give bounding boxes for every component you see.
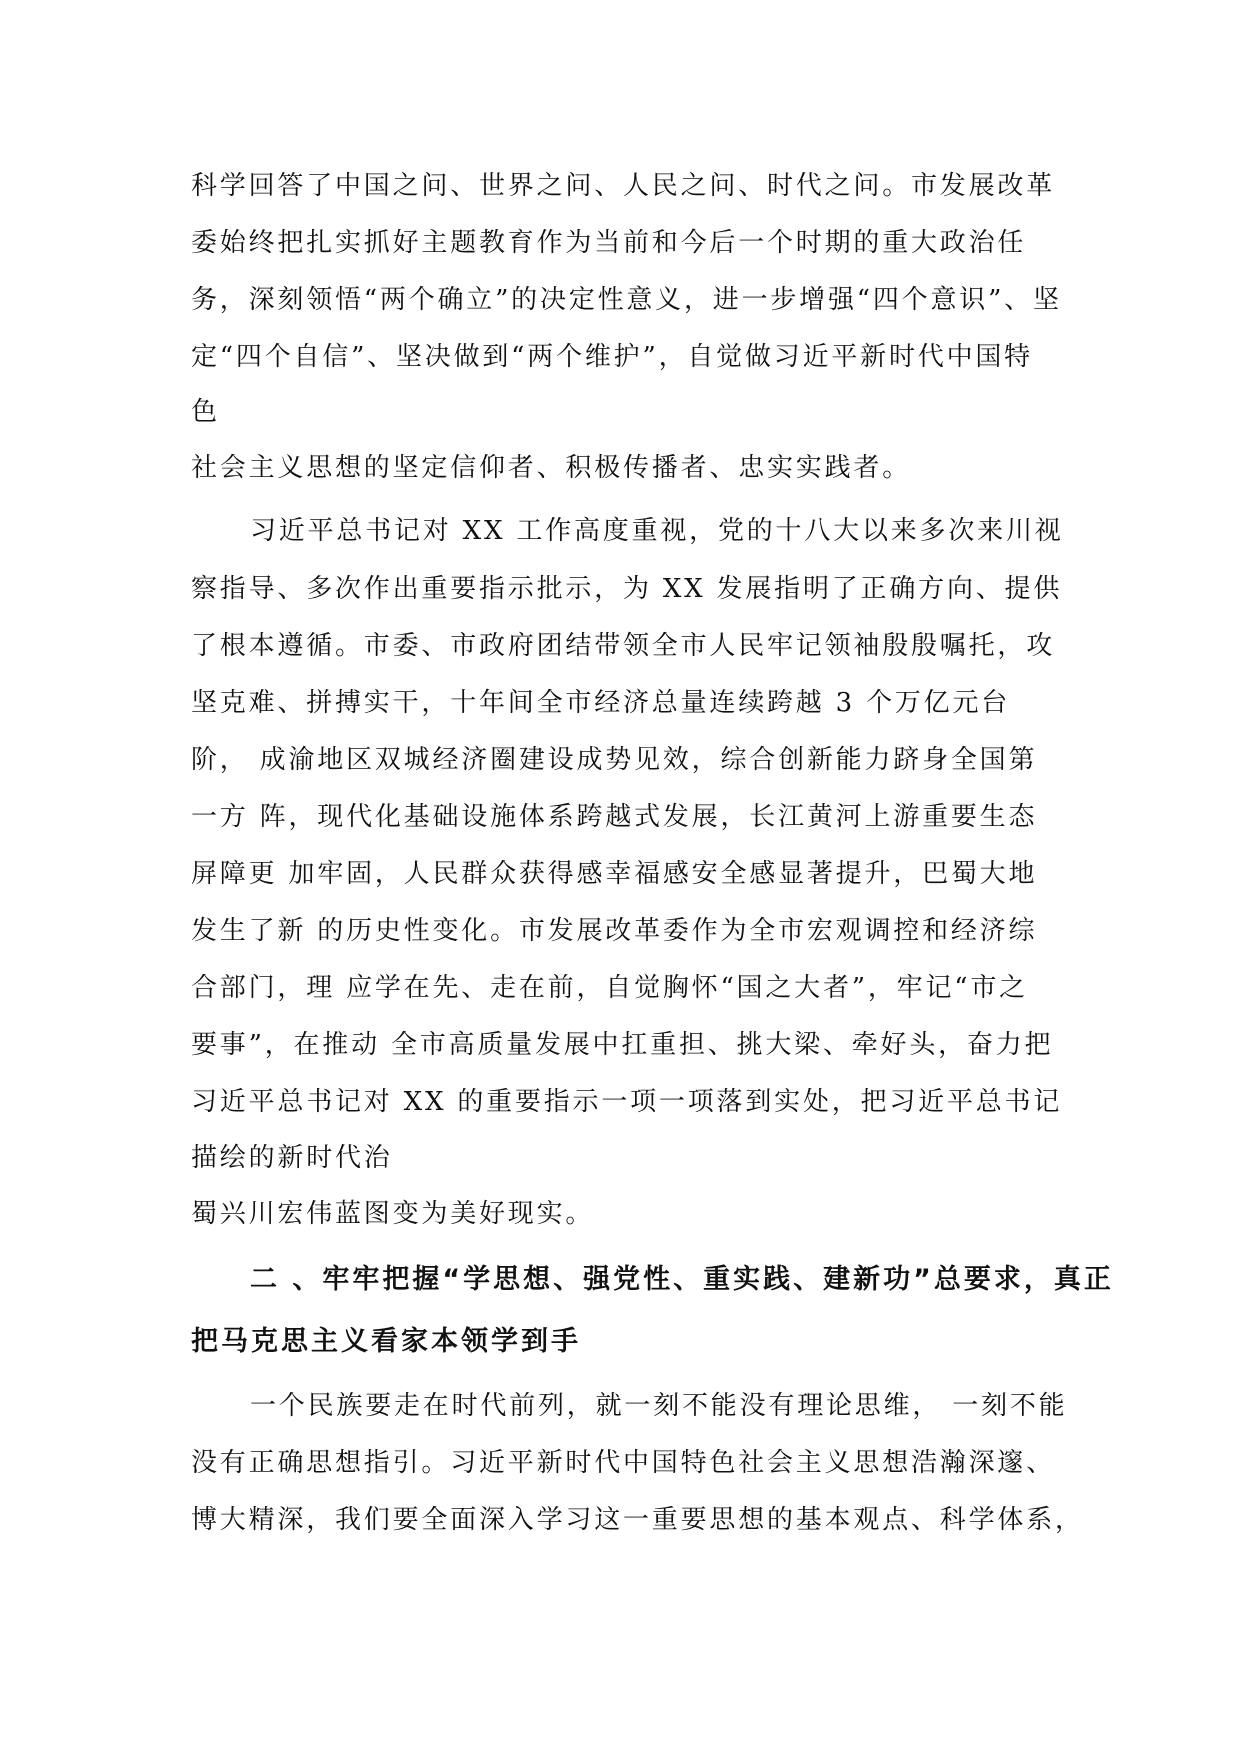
paragraph-2-line: 蜀兴川宏伟蓝图变为美好现实。 (191, 1199, 595, 1229)
paragraph-2-line: 了根本遵循。市委、市政府团结带领全市人民牢记领袖殷殷嘱托，攻 (191, 631, 1056, 661)
paragraph-2-line: 要事”，在推动 全市高质量发展中扛重担、挑大梁、牵好头，奋力把 (191, 1030, 1054, 1060)
paragraph-1-line: 务，深刻领悟“两个确立”的决定性意义，进一步增强“四个意识”、坚 (191, 285, 1062, 315)
paragraph-2-line: 察指导、多次作出重要指示批示，为 XX 发展指明了正确方向、提供 (191, 574, 1063, 604)
paragraph-2-line: 发生了新 的历史性变化。市发展改革委作为全市宏观调控和经济综 (191, 916, 1038, 946)
paragraph-3-line: 一个民族要走在时代前列，就一刻不能没有理论思维， 一刻不能 (250, 1391, 1068, 1421)
section-heading: 二 、牢牢把握“学思想、强党性、重实践、建新功”总要求，真正 (250, 1264, 1114, 1295)
paragraph-2-line: 合部门，理 应学在先、走在前，自觉胸怀“国之大者”，牢记“市之 (191, 973, 1028, 1003)
paragraph-1-line: 科学回答了中国之问、世界之问、人民之问、时代之问。市发展改革 (191, 171, 1056, 201)
paragraph-1-line: 色 (191, 397, 220, 427)
section-heading: 把马克思主义看家本领学到手 (191, 1326, 581, 1357)
paragraph-2-line: 描绘的新时代治 (191, 1143, 393, 1173)
paragraph-2-line: 坚克难、拼搏实干，十年间全市经济总量连续跨越 3 个万亿元台 (191, 688, 1011, 718)
paragraph-2-line: 屏障更 加牢固，人民群众获得感幸福感安全感显著提升，巴蜀大地 (191, 859, 1038, 889)
paragraph-3-line: 没有正确思想指引。习近平新时代中国特色社会主义思想浩瀚深邃、 (191, 1448, 1056, 1478)
paragraph-2-line: 习近平总书记对 XX 的重要指示一项一项落到实处，把习近平总书记 (191, 1087, 1063, 1117)
paragraph-2-line: 习近平总书记对 XX 工作高度重视，党的十八大以来多次来川视 (250, 516, 1064, 546)
paragraph-1-line: 社会主义思想的坚定信仰者、积极传播者、忠实实践者。 (191, 453, 912, 483)
paragraph-2-line: 阶， 成渝地区双城经济圈建设成势见效，综合创新能力跻身全国第 (191, 745, 1038, 775)
paragraph-1-line: 定“四个自信”、坚决做到“两个维护”，自觉做习近平新时代中国特 (191, 342, 1033, 372)
paragraph-1-line: 委始终把扎实抓好主题教育作为当前和今后一个时期的重大政治任 (191, 228, 1027, 258)
paragraph-3-line: 博大精深，我们要全面深入学习这一重要思想的基本观点、科学体系， (191, 1505, 1084, 1535)
paragraph-2-line: 一方 阵，现代化基础设施体系跨越式发展，长江黄河上游重要生态 (191, 802, 1038, 832)
